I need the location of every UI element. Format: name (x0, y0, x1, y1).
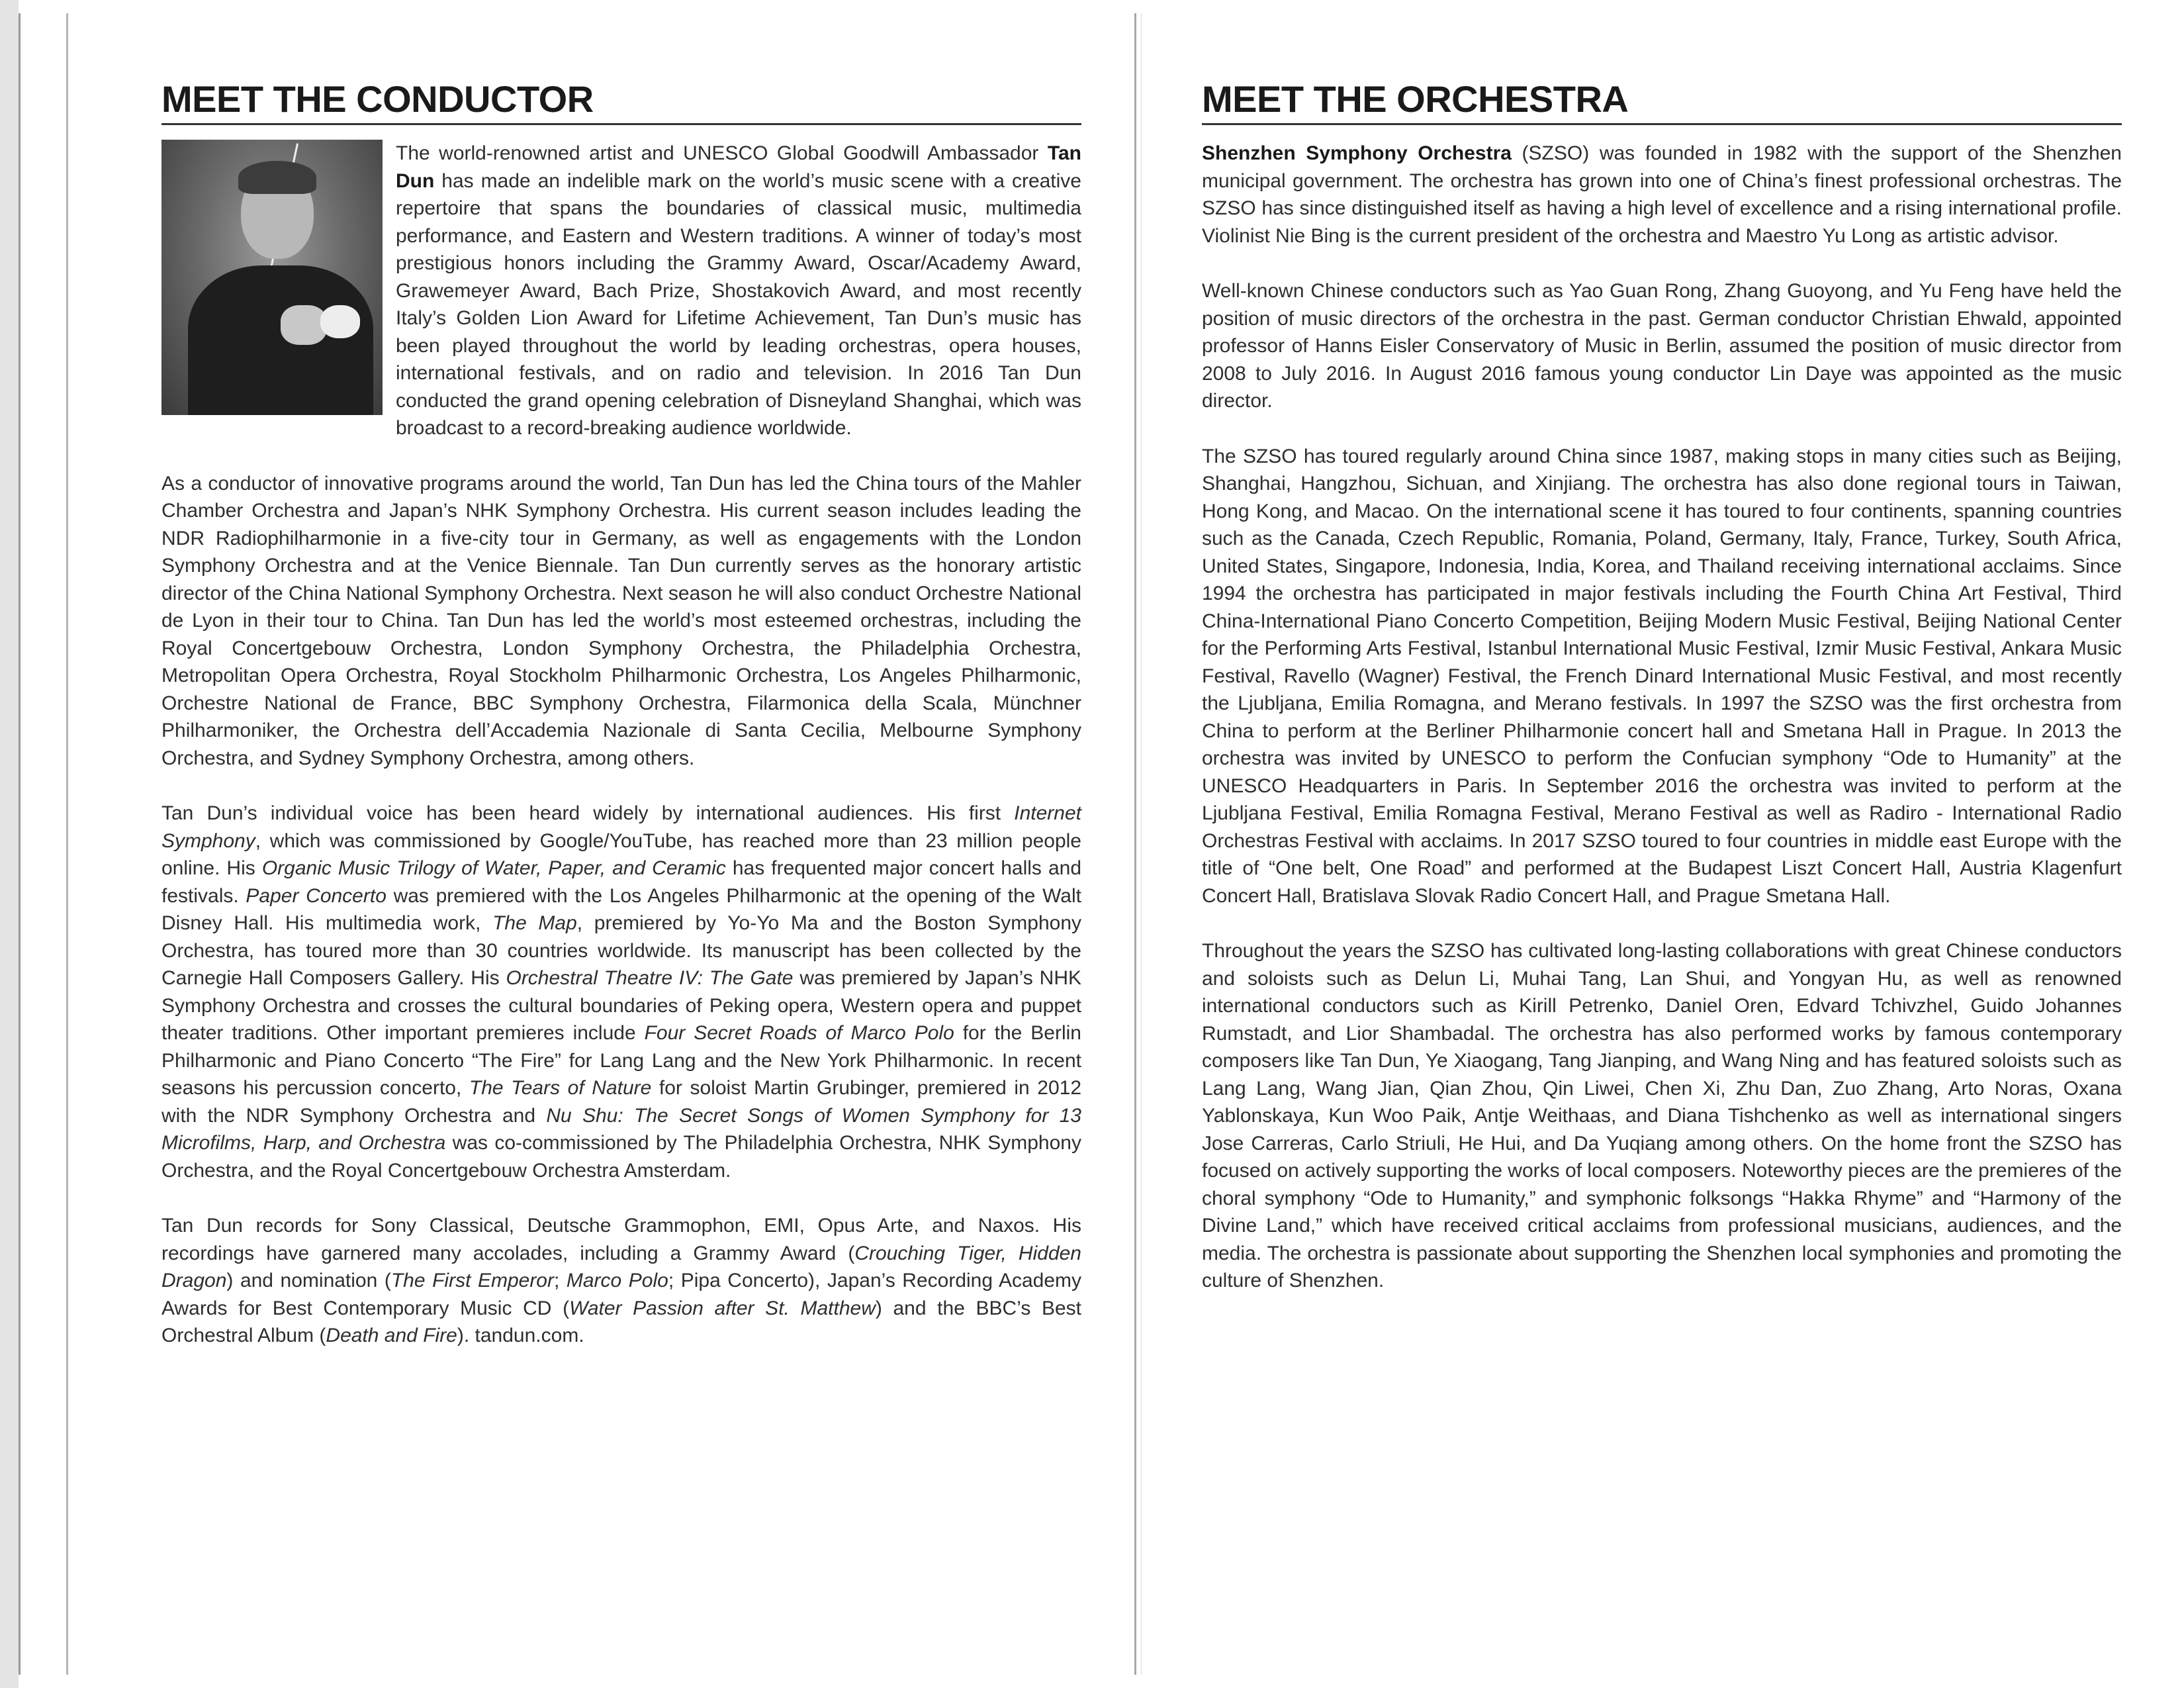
orchestra-body (1202, 140, 2122, 1295)
orchestra-paragraph-4: Throughout the years the SZSO has cultivated long-lasting collaborations with great Chinese conductors and soloists such as Delun Li, Muhai Tang, Lan Shui, and Yongyan Hu, as well as renowned international conductors such as Kirill Petrenko, Daniel Oren, Edvard Tchivzhel, Guido Johannes Rumstadt, and Lior Shambadal. The orchestra has also performed works by famous contemporary composers like Tan Dun, Ye Xiaogang, Tang Jianping, and Wang Ning and has featured soloists such as Lang Lang, Wang Jian, Qian Zhou, Qin Liwei, Chen Xi, Zhu Dan, Zuo Zhang, Arto Noras, Oxana Yablonskaya, Kun Woo Paik, Antje Weithaas, and Diana Tishchenko as well as international singers Jose Carreras, Carlo Striuli, He Hui, and Da Yuqiang among others. On the home front the SZSO has focused on actively supporting the works of local composers. Noteworthy pieces are the premieres of the choral symphony “Ode to Humanity,” and symphonic folksongs “Hakka Rhyme” and “Harmony of the Divine Land,” which have received critical acclaims from professional musicians, audiences, and the media. The orchestra is passionate about supporting the Shenzhen local symphonies and promoting the culture of Shenzhen. (1202, 940, 2122, 1291)
spine-gutter (1134, 13, 1136, 1675)
orchestra-paragraph-3: The SZSO has toured regularly around China since 1987, making stops in many cities such as Beijing, Shanghai, Hangzhou, Sichuan, and Xinjiang. The orchestra has also done regional tours in Taiwan, Hong Kong, and Macao. On the international scene it has toured to four continents, spanning countries such as the Canada, Czech Republic, Romania, Poland, Germany, Italy, France, Turkey, South Africa, United States, Singapore, Indonesia, India, Korea, and Thailand receiving international acclaims. Since 1994 the orchestra has participated in major festivals including the Fourth China Art Festival, Third China-International Piano Concerto Competition, Beijing Modern Music Festival, Beijing National Center for the Performing Arts Festival, Istanbul International Music Festival, Izmir Music Festival, Ankara Music Festival, Ravello (Wagner) Festival, the French Dinard International Music Festival, and most recently the Ljubljana, Emilia Romagna, and Merano festivals. In 1997 the SZSO was the first orchestra from China to perform at the Berliner Philharmonie concert hall and Smetana Hall in Prague. In 2013 the orchestra was invited by UNESCO to perform the Confucian symphony “Ode to Humanity” at the UNESCO Headquarters in Paris. In September 2016 the orchestra was invited to perform at the Ljubljana Festival, Emilia Romagna Festival, Merano Festival as well as Radiro - International Radio Orchestras Festival with acclaims. In 2017 SZSO toured to four countries in middle east Europe with the title of “One belt, One Road” and performed at the Budapest Liszt Concert Hall, Austria Klagenfurt Concert Hall, Bratislava Slovak Radio Concert Hall, and Prague Smetana Hall. (1202, 445, 2122, 907)
page-edge-line (19, 13, 21, 1675)
orchestra-heading: MEET THE ORCHESTRA (1202, 78, 2122, 125)
conductor-heading: MEET THE CONDUCTOR (161, 78, 1081, 125)
conductor-photo (161, 140, 383, 415)
conductor-paragraph-3: Tan Dun’s individual voice has been heard widely by international audiences. His first Internet Symphony, which was commissioned by Google/YouTube, has reached more than 23 million people online. His Organic Music Trilogy of Water, Paper, and Ceramic has frequented major concert halls and festivals. Paper Concerto was premiered with the Los Angeles Philharmonic at the opening of the Walt Disney Hall. His multimedia work, The Map, premiered by Yo-Yo Ma and the Boston Symphony Orchestra, has toured more than 30 countries worldwide. Its manuscript has been collected by the Carnegie Hall Composers Gallery. His Orchestral Theatre IV: The Gate was premiered by Japan’s NHK Symphony Orchestra and crosses the cultural boundaries of Peking opera, Western opera and puppet theater traditions. Other important premieres include Four Secret Roads of Marco Polo for the Berlin Philharmonic and Piano Concerto “The Fire” for Lang Lang and the New York Philharmonic. In recent seasons his percussion concerto, The Tears of Nature for soloist Martin Grubinger, premiered in 2012 with the NDR Symphony Orchestra and Nu Shu: The Secret Songs of Women Symphony for 13 Microfilms, Harp, and Orchestra was co-commissioned by The Philadelphia Orchestra, NHK Symphony Orchestra, and the Royal Concertgebouw Orchestra Amsterdam. (161, 802, 1082, 1182)
orchestra-paragraph-2: Well-known Chinese conductors such as Yao Guan Rong, Zhang Guoyong, and Yu Feng have held the position of music directors of the orchestra in the past. German conductor Christian Ehwald, appointed professor of Hanns Eisler Conservatory of Music in Berlin, assumed the position of music director from 2008 to July 2016. In August 2016 famous young conductor Lin Daye was appointed as the music director. (1202, 280, 2122, 412)
orchestra-page (1202, 78, 2122, 1323)
conductor-paragraph-2: As a conductor of innovative programs around the world, Tan Dun has led the China tours of the Mahler Chamber Orchestra and Japan’s NHK Symphony Orchestra. His current season includes leading the NDR Radiophilharmonie in a five-city tour in Germany, as well as engagements with the London Symphony Orchestra and at the Venice Biennale. Tan Dun currently serves as the honorary artistic director of the China National Symphony Orchestra. Next season he will also conduct Orchestre National de Lyon in their tour to China. Tan Dun has led the world’s most esteemed orchestras, including the Royal Concertgebouw Orchestra, London Symphony Orchestra, the Philadelphia Orchestra, Metropolitan Opera Orchestra, Royal Stockholm Philharmonic Orchestra, Los Angeles Philharmonic, Orchestre National de France, BBC Symphony Orchestra, Filarmonica della Scala, Münchner Philharmoniker, the Orchestra dell’Accademia Nazionale di Santa Cecilia, Melbourne Symphony Orchestra, and Sydney Symphony Orchestra, among others. (161, 472, 1081, 769)
orchestra-paragraph-1: Shenzhen Symphony Orchestra (SZSO) was founded in 1982 with the support of the Shenzhen municipal government. The orchestra has grown into one of China’s finest professional orchestras. The SZSO has since distinguished itself as having a high level of excellence and a rising international profile. Violinist Nie Bing is the current president of the orchestra and Maestro Yu Long as artistic advisor. (1202, 142, 2122, 247)
conductor-page (161, 78, 1081, 1378)
conductor-paragraph-4: Tan Dun records for Sony Classical, Deutsche Grammophon, EMI, Opus Arte, and Naxos. His recordings have garnered many accolades, including a Grammy Award (Crouching Tiger, Hidden Dragon) and nomination (The First Emperor; Marco Polo; Pipa Concerto), Japan’s Recording Academy Awards for Best Contemporary Music CD (Water Passion after St. Matthew) and the BBC’s Best Orchestral Album (Death and Fire). tandun.com. (161, 1215, 1081, 1346)
spine-gutter-shadow (1141, 13, 1142, 1675)
orchestra-name: Shenzhen Symphony Orchestra (1202, 142, 1512, 164)
conductor-name: Tan Dun (396, 142, 1081, 192)
conductor-paragraph-1: The world-renowned artist and UNESCO Global Goodwill Ambassador Tan Dun has made an indelible mark on the world’s music scene with a creative repertoire that spans the boundaries of classical music, multimedia performance, and Eastern and Western traditions. A winner of today’s most prestigious honors including the Grammy Award, Oscar/Academy Award, Grawemeyer Award, Bach Prize, Shostakovich Award, and most recently Italy’s Golden Lion Award for Lifetime Achievement, Tan Dun’s music has been played throughout the world by leading orchestras, opera houses, international festivals, and on radio and television. In 2016 Tan Dun conducted the grand opening celebration of Disneyland Shanghai, which was broadcast to a record-breaking audience worldwide. (396, 142, 1081, 439)
page-edge-line (66, 13, 68, 1675)
page-edge (0, 0, 19, 1688)
conductor-body (161, 140, 1081, 1350)
